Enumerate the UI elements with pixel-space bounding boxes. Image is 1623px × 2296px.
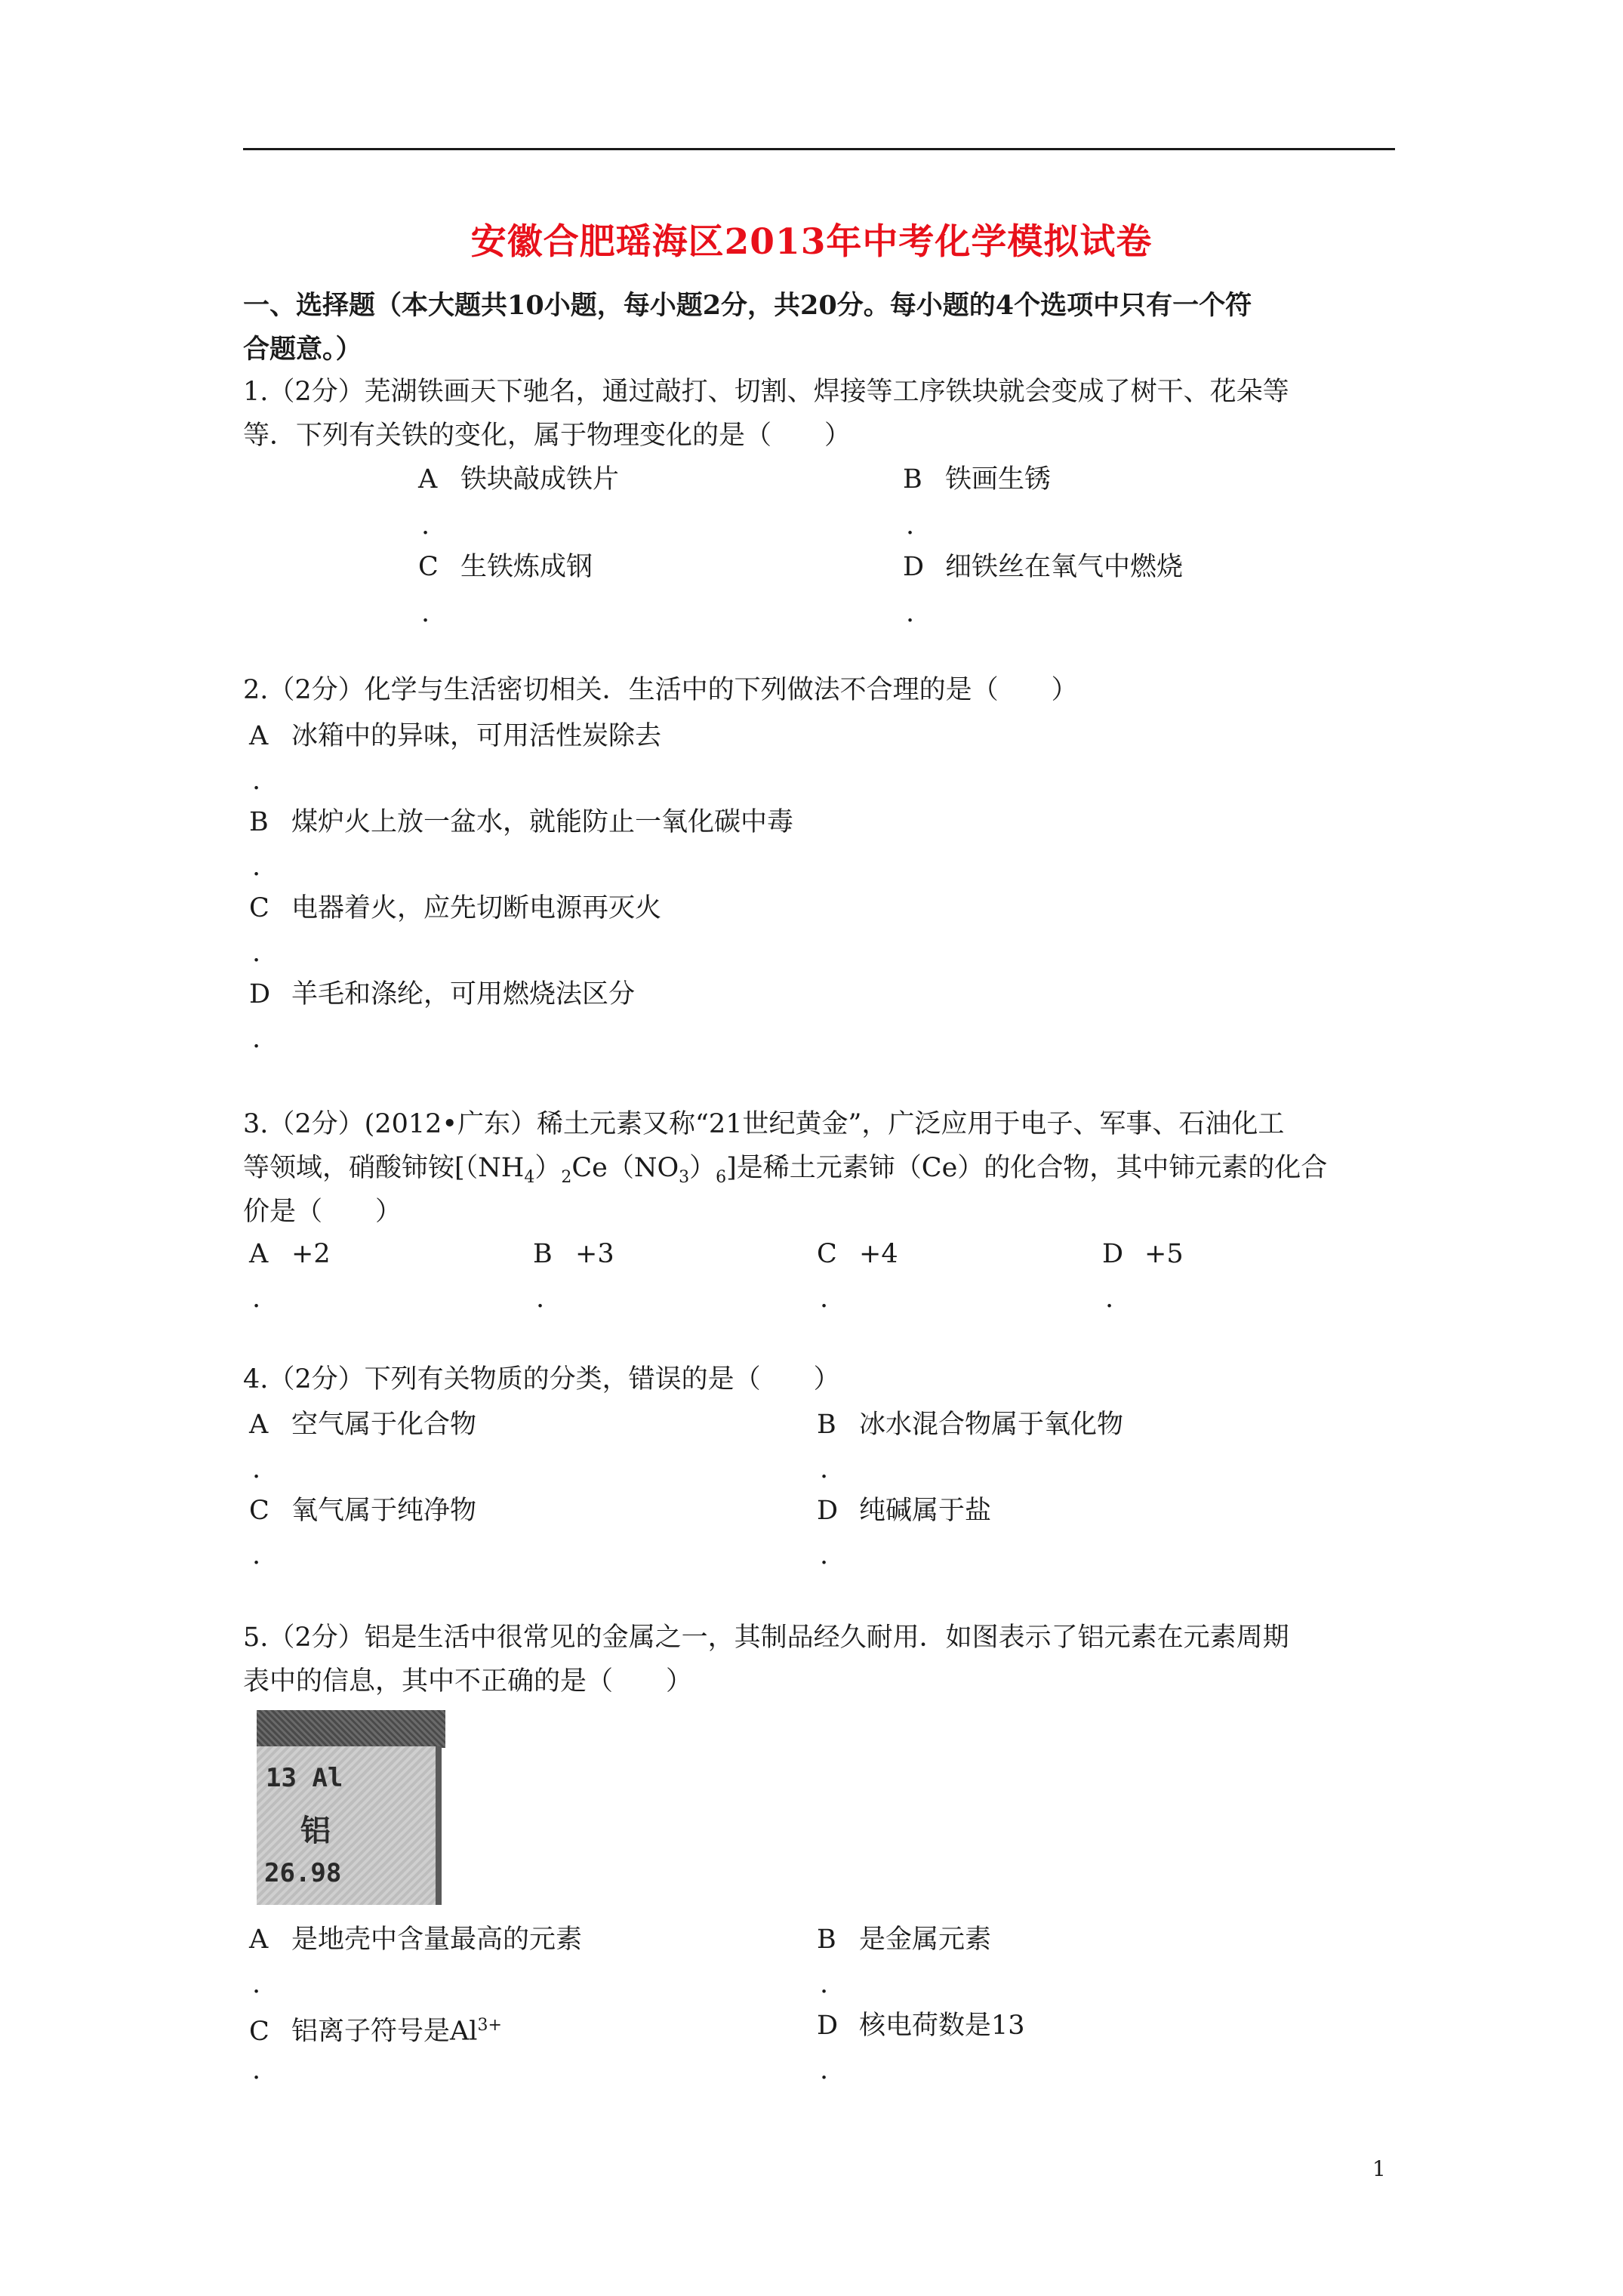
option-text: +2 bbox=[291, 1239, 331, 1269]
q3-text: ） bbox=[689, 1153, 716, 1183]
q5-line1: 5.（2分）铝是生活中很常见的金属之一，其制品经久耐用．如图表示了铝元素在元素周期 bbox=[243, 1623, 1289, 1653]
option-dot: . bbox=[421, 598, 430, 628]
section-heading-line1: 一、选择题（本大题共10小题，每小题2分，共20分。每小题的4个选项中只有一个符 bbox=[243, 290, 1252, 321]
option-dot: . bbox=[252, 1284, 261, 1314]
option-letter: C bbox=[249, 1496, 269, 1526]
option-text: +4 bbox=[859, 1239, 898, 1269]
option-text: 细铁丝在氧气中燃烧 bbox=[945, 552, 1184, 582]
option-letter: C bbox=[817, 1239, 837, 1269]
section-heading-line2: 合题意。） bbox=[243, 334, 362, 365]
q1-option-c bbox=[418, 545, 593, 589]
option-text: +3 bbox=[575, 1239, 614, 1269]
exam-title: 安徽合肥瑶海区2013年中考化学模拟试卷 bbox=[470, 221, 1153, 263]
superscript: 3+ bbox=[477, 2016, 502, 2035]
option-dot: . bbox=[252, 938, 261, 968]
option-dot: . bbox=[252, 1969, 261, 1999]
q2-line1: 2.（2分）化学与生活密切相关．生活中的下列做法不合理的是（ ） bbox=[243, 675, 1078, 705]
option-letter: D bbox=[817, 1496, 839, 1526]
option-text: 铝离子符号是Al bbox=[291, 2016, 478, 2047]
q3-text: Ce（NO bbox=[571, 1153, 679, 1183]
header-rule bbox=[243, 148, 1395, 150]
option-dot: . bbox=[820, 1969, 829, 1999]
q3-text: ]是稀土元素铈（Ce）的化合物，其中铈元素的化合 bbox=[726, 1153, 1328, 1183]
q3-option-d bbox=[1102, 1232, 1184, 1276]
option-text: 冰水混合物属于氧化物 bbox=[859, 1410, 1124, 1440]
tile-number-symbol: 13 Al bbox=[266, 1763, 343, 1793]
option-text: 空气属于化合物 bbox=[291, 1410, 477, 1440]
q4-option-b bbox=[817, 1403, 1123, 1447]
option-text: +5 bbox=[1144, 1239, 1184, 1269]
q3-option-b bbox=[533, 1232, 614, 1276]
q4-option-d bbox=[817, 1489, 991, 1533]
q5-option-d bbox=[817, 2004, 1025, 2048]
option-letter: B bbox=[249, 807, 269, 837]
option-text: 电器着火，应先切断电源再灭火 bbox=[291, 893, 662, 923]
q2-option-b bbox=[249, 800, 793, 844]
option-letter: A bbox=[249, 721, 269, 751]
option-letter: A bbox=[249, 1925, 269, 1955]
option-text: 铁画生锈 bbox=[945, 464, 1052, 495]
option-dot: . bbox=[421, 510, 430, 541]
option-text: 羊毛和涤纶，可用燃烧法区分 bbox=[291, 979, 636, 1009]
page-number: 1 bbox=[1372, 2156, 1386, 2181]
q3-option-c bbox=[817, 1232, 898, 1276]
q1-line1: 1.（2分）芜湖铁画天下驰名，通过敲打、切割、焊接等工序铁块就会变成了树干、花朵等 bbox=[243, 377, 1289, 407]
option-dot: . bbox=[252, 2055, 261, 2085]
option-dot: . bbox=[252, 766, 261, 796]
aluminum-element-tile bbox=[257, 1710, 445, 1906]
q3-line2 bbox=[243, 1146, 1327, 1200]
subscript: 2 bbox=[561, 1168, 572, 1187]
q4-line1: 4.（2分）下列有关物质的分类，错误的是（ ） bbox=[243, 1364, 840, 1395]
option-letter: A bbox=[249, 1239, 269, 1269]
option-text: 是金属元素 bbox=[859, 1925, 992, 1955]
option-text: 氧气属于纯净物 bbox=[291, 1496, 477, 1526]
option-dot: . bbox=[906, 510, 915, 541]
option-dot: . bbox=[906, 598, 915, 628]
q5-option-c bbox=[249, 2004, 502, 2054]
subscript: 4 bbox=[524, 1168, 535, 1187]
option-letter: B bbox=[533, 1239, 553, 1269]
q1-option-d bbox=[903, 545, 1183, 589]
q2-option-c bbox=[249, 886, 661, 930]
q1-line2: 等．下列有关铁的变化，属于物理变化的是（ ） bbox=[243, 421, 852, 451]
option-dot: . bbox=[252, 852, 261, 882]
option-dot: . bbox=[252, 1454, 261, 1484]
q3-line3: 价是（ ） bbox=[243, 1197, 402, 1227]
option-text: 生铁炼成钢 bbox=[460, 552, 593, 582]
option-letter: B bbox=[817, 1410, 836, 1440]
option-letter: A bbox=[249, 1410, 269, 1440]
tile-top-face bbox=[257, 1710, 445, 1748]
q5-option-a bbox=[249, 1918, 582, 1962]
option-letter: B bbox=[817, 1925, 836, 1955]
option-dot: . bbox=[252, 1540, 261, 1570]
q4-option-c bbox=[249, 1489, 476, 1533]
q2-option-d bbox=[249, 972, 635, 1016]
option-dot: . bbox=[1105, 1284, 1114, 1314]
option-letter: D bbox=[903, 552, 925, 582]
subscript: 6 bbox=[716, 1168, 727, 1187]
option-letter: A bbox=[418, 464, 438, 495]
q3-text: 等领域，硝酸铈铵[（NH bbox=[243, 1153, 525, 1183]
option-letter: D bbox=[1102, 1239, 1124, 1269]
q5-line2: 表中的信息，其中不正确的是（ ） bbox=[243, 1666, 693, 1697]
q5-option-b bbox=[817, 1918, 991, 1962]
option-text: 煤炉火上放一盆水，就能防止一氧化碳中毒 bbox=[291, 807, 794, 837]
option-dot: . bbox=[536, 1284, 545, 1314]
q3-option-a bbox=[249, 1232, 331, 1276]
q3-text: ） bbox=[534, 1153, 562, 1183]
option-letter: D bbox=[249, 979, 271, 1009]
option-dot: . bbox=[820, 1284, 829, 1314]
q4-option-a bbox=[249, 1403, 476, 1447]
option-letter: C bbox=[418, 552, 439, 582]
subscript: 3 bbox=[679, 1168, 690, 1187]
option-letter: B bbox=[903, 464, 922, 495]
tile-element-name: 铝 bbox=[300, 1813, 331, 1848]
q1-option-b bbox=[903, 458, 1051, 501]
option-text: 纯碱属于盐 bbox=[859, 1496, 992, 1526]
q2-option-a bbox=[249, 714, 661, 758]
option-letter: C bbox=[249, 2016, 269, 2047]
option-text: 冰箱中的异味，可用活性炭除去 bbox=[291, 721, 662, 751]
option-text: 核电荷数是13 bbox=[859, 2011, 1025, 2041]
q3-line1: 3.（2分）(2012•广东）稀土元素又称“21世纪黄金”，广泛应用于电子、军事、石油化工 bbox=[243, 1109, 1285, 1139]
option-dot: . bbox=[820, 1454, 829, 1484]
option-dot: . bbox=[252, 1024, 261, 1054]
option-text: 铁块敲成铁片 bbox=[460, 464, 620, 495]
option-dot: . bbox=[820, 1540, 829, 1570]
option-text: 是地壳中含量最高的元素 bbox=[291, 1925, 583, 1955]
option-letter: C bbox=[249, 893, 269, 923]
option-dot: . bbox=[820, 2055, 829, 2085]
tile-atomic-mass: 26.98 bbox=[264, 1858, 342, 1888]
option-letter: D bbox=[817, 2011, 839, 2041]
q1-option-a bbox=[418, 458, 619, 501]
